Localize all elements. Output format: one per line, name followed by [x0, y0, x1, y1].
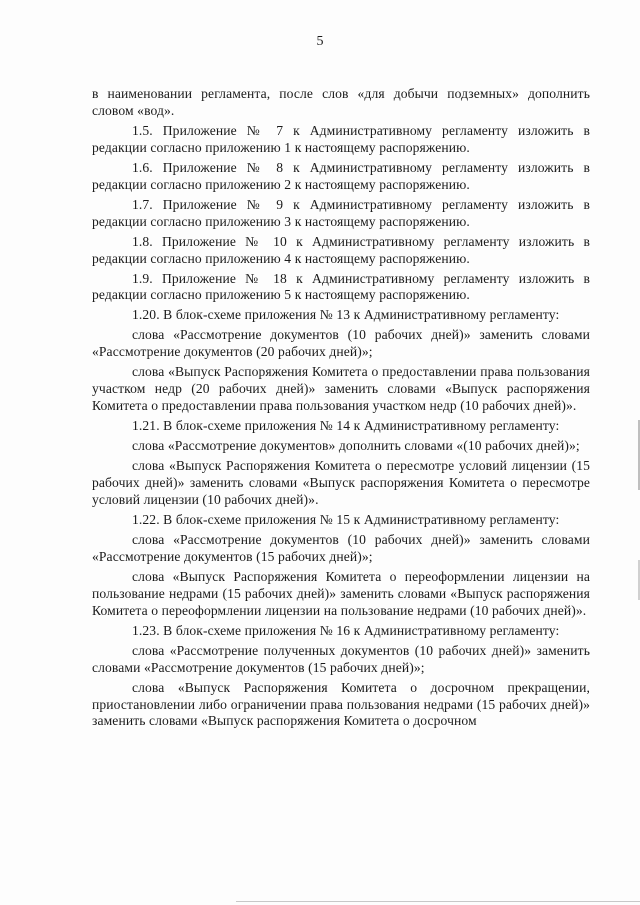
paragraph-1-9: 1.9. Приложение № 18 к Административному регламенту изложить в редакции согласно приложению 5 к настоящему распоряжению. [92, 270, 590, 303]
paragraph-1-21-item-2: слова «Выпуск Распоряжения Комитета о пересмотре условий лицензии (15 рабочих дней)» заменить словами «Выпуск распоряжения Комитета о пересмотре условий лицензии (10 рабочих дней)». [92, 458, 590, 507]
paragraph-1-23-item-1: слова «Рассмотрение полученных документов (10 рабочих дней)» заменить словами «Рассмотрение документов (15 рабочих дней)»; [92, 642, 590, 675]
paragraph-1-23-item-2: слова «Выпуск Распоряжения Комитета о досрочном прекращении, приостановлении либо ограничении права пользования недрами (15 рабочих дней)» заменить словами «Выпуск распоряжения Комитета о досрочном [92, 679, 590, 729]
paragraph-1-20-item-2: слова «Выпуск Распоряжения Комитета о предоставлении права пользования участком недр (20 рабочих дней)» заменить словами «Выпуск распоряжения Комитета о предоставлении права пользования участком недр (10 рабочих дней)». [92, 364, 590, 414]
paragraph-1-21: 1.21. В блок-схеме приложения № 14 к Административному регламенту: [132, 418, 560, 434]
paragraph-1-20: 1.20. В блок-схеме приложения № 13 к Административному регламенту: [132, 307, 560, 323]
paragraph-1-22-item-1: слова «Рассмотрение документов (10 рабочих дней)» заменить словами «Рассмотрение документов (15 рабочих дней)»; [92, 531, 590, 564]
paragraph-continuation: в наименовании регламента, после слов «для добычи подземных» дополнить словом «вод». [92, 86, 590, 118]
paragraph-1-8: 1.8. Приложение № 10 к Административному регламенту изложить в редакции согласно приложению 4 к настоящему распоряжению. [92, 233, 590, 266]
paragraph-1-7: 1.7. Приложение № 9 к Административному регламенту изложить в редакции согласно приложению 3 к настоящему распоряжению. [92, 196, 590, 229]
paragraph-1-5: 1.5. Приложение № 7 к Административному регламенту изложить в редакции согласно приложению 1 к настоящему распоряжению. [92, 122, 590, 155]
paragraph-1-22-item-2: слова «Выпуск Распоряжения Комитета о переоформлении лицензии на пользование недрами (15 рабочих дней)» заменить словами «Выпуск распоряжения Комитета о переоформлении лицензии на пользование недрами (10 рабочих дней)». [92, 568, 590, 618]
paragraph-1-6: 1.6. Приложение № 8 к Административному регламенту изложить в редакции согласно приложению 2 к настоящему распоряжению. [92, 159, 590, 192]
paragraph-1-20-item-1: слова «Рассмотрение документов (10 рабочих дней)» заменить словами «Рассмотрение документов (20 рабочих дней)»; [92, 327, 590, 360]
page-number: 5 [316, 34, 324, 49]
document-body [92, 86, 590, 733]
paragraph-1-21-item-1: слова «Рассмотрение документов» дополнить словами «(10 рабочих дней)»; [132, 438, 580, 454]
paragraph-1-22: 1.22. В блок-схеме приложения № 15 к Административному регламенту: [132, 511, 560, 527]
paragraph-1-23: 1.23. В блок-схеме приложения № 16 к Административному регламенту: [132, 622, 560, 638]
scan-bottom-line [236, 901, 640, 902]
